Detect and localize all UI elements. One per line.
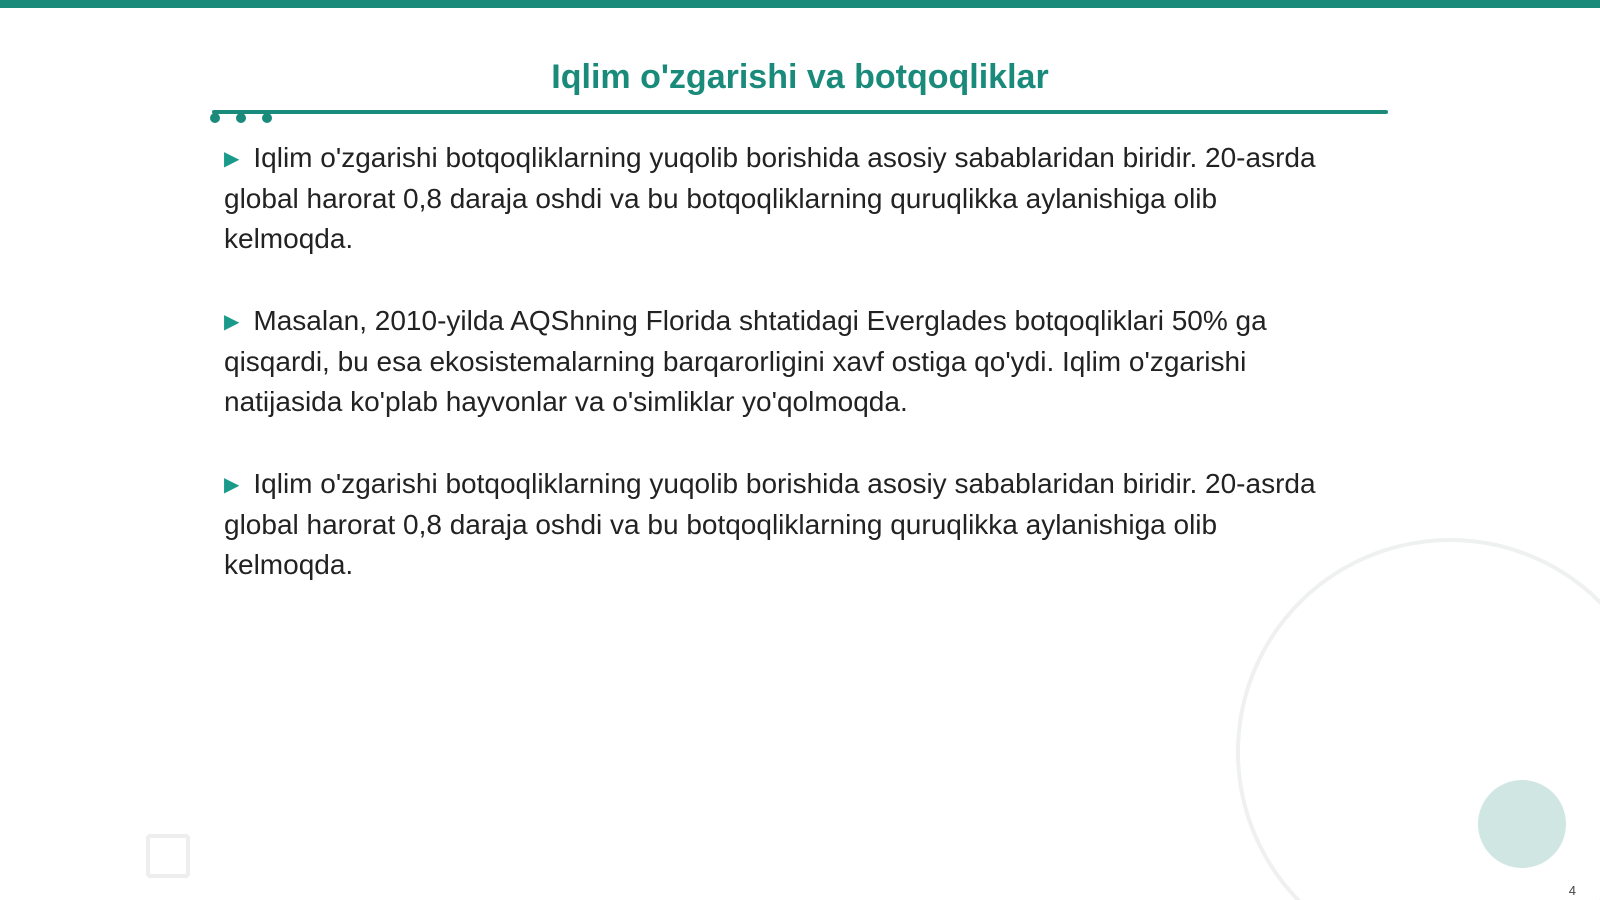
decorative-circle: [1478, 780, 1566, 868]
bullet-item: [224, 464, 1354, 585]
title-underline: [212, 110, 1388, 114]
underline-dot: [210, 113, 220, 123]
slide-title: Iqlim o'zgarishi va botqoqliklar: [551, 58, 1049, 96]
underline-dot: [262, 113, 272, 123]
decorative-square: [146, 834, 190, 878]
page-number: 4: [1568, 883, 1576, 898]
bullet-list: [224, 138, 1354, 627]
bullet-text: Iqlim o'zgarishi botqoqliklarning yuqolib borishida asosiy sabablaridan biridir. 20-asrda global harorat 0,8 daraja oshdi va bu botqoqliklarning quruqlikka aylanishiga olib kelmoqda.: [224, 468, 1316, 580]
bullet-item: [224, 301, 1354, 422]
triangle-bullet-icon: ▶: [224, 311, 240, 333]
underline-dot: [236, 113, 246, 123]
triangle-bullet-icon: ▶: [224, 148, 240, 170]
bullet-text: Masalan, 2010-yilda AQShning Florida shtatidagi Everglades botqoqliklari 50% ga qisqardi, bu esa ekosistemalarning barqarorligini xavf ostiga qo'ydi. Iqlim o'zgarishi natijasida ko'plab hayvonlar va o'simliklar yo'qolmoqda.: [224, 305, 1267, 417]
triangle-bullet-icon: ▶: [224, 474, 240, 496]
bullet-text: Iqlim o'zgarishi botqoqliklarning yuqolib borishida asosiy sabablaridan biridir. 20-asrda global harorat 0,8 daraja oshdi va bu botqoqliklarning quruqlikka aylanishiga olib kelmoqda.: [224, 142, 1316, 254]
top-accent-bar: [0, 0, 1600, 8]
bullet-item: [224, 138, 1354, 259]
